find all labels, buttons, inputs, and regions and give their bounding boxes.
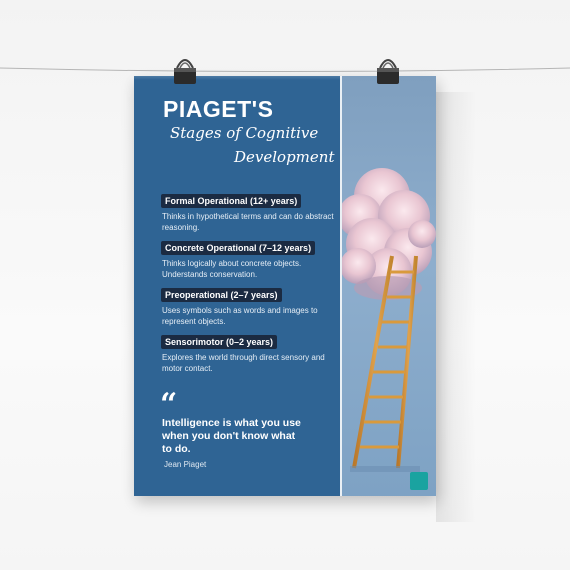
stage-label-formal: Formal Operational (12+ years)	[161, 194, 301, 208]
poster-subtitle-line2: Development	[234, 148, 335, 166]
stage-desc-sensorimotor: Explores the world through direct sensory and motor contact.	[162, 353, 325, 373]
quote-text: Intelligence is what you use when you don't know what to do.	[162, 417, 301, 455]
stage-label-preoperational: Preoperational (2–7 years)	[161, 288, 282, 302]
cloud-ladder-illustration	[342, 76, 436, 496]
poster-title: PIAGET'S	[163, 96, 274, 122]
ladder-shadow	[350, 466, 420, 472]
quote-mark-icon: “	[160, 387, 178, 422]
binder-clip-icon	[171, 54, 199, 88]
stage-desc-formal: Thinks in hypothetical terms and can do abstract reasoning.	[162, 212, 334, 232]
binder-clip-icon	[374, 54, 402, 88]
quote-author: Jean Piaget	[164, 460, 207, 469]
stage-desc-concrete: Thinks logically about concrete objects. Understands conservation.	[162, 259, 302, 279]
hanging-wire	[0, 66, 570, 76]
stage-desc-preoperational: Uses symbols such as words and images to represent objects.	[162, 306, 318, 326]
brand-logo-icon	[410, 472, 428, 490]
poster-subtitle-line1: Stages of Cognitive	[170, 124, 319, 142]
stage-label-sensorimotor: Sensorimotor (0–2 years)	[161, 335, 277, 349]
poster	[134, 76, 436, 496]
poster-text-panel	[134, 76, 340, 496]
stage-label-concrete: Concrete Operational (7–12 years)	[161, 241, 315, 255]
poster-image-panel	[342, 76, 436, 496]
wall-shadow	[436, 92, 476, 522]
